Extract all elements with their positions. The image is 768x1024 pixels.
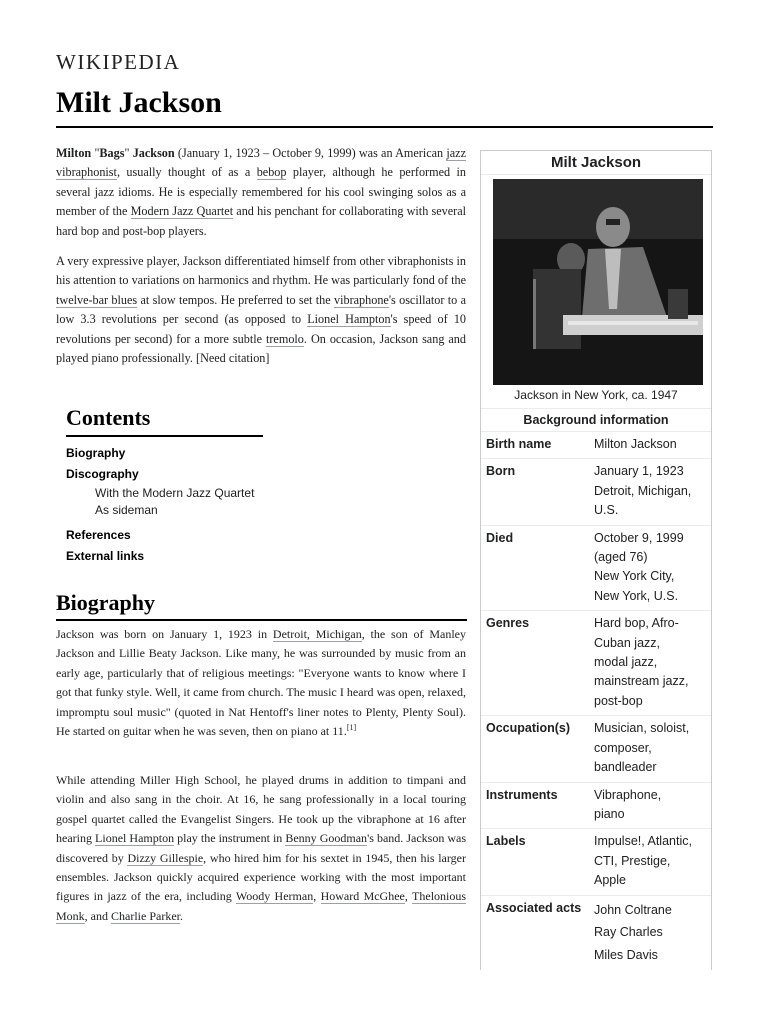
table-of-contents: [66, 405, 266, 567]
text: , the son of Manley Jackson and Lillie Beaty Jackson. Like many, he was surrounded by music from an early age, particularly that of religious meetings: "Everyone wants to know where I got that funky style. Well, it came from church. The music I heard was open, relaxed, impromptu soul music" (quoted in Nat Hentoff's liner notes to Plenty, Plenty Soul). He started on guitar when he was seven, then on piano at 11.: [56, 627, 466, 739]
infobox-value: [594, 719, 711, 777]
infobox-label: Instruments: [486, 787, 558, 802]
infobox-title: Milt Jackson: [481, 151, 711, 175]
toc-item-as-sideman[interactable]: As sideman: [95, 503, 158, 517]
value-line: bandleader: [594, 760, 657, 775]
text: and his penchant for collaborating with several hard bop and post-bop players.: [56, 204, 466, 238]
text: ,: [404, 889, 413, 904]
toc-item-discography[interactable]: Discography: [66, 467, 139, 481]
text: ": [91, 146, 100, 160]
value-line: New York, U.S.: [594, 588, 679, 603]
text: , usually thought of as a: [116, 165, 257, 180]
text: play the instrument in: [174, 831, 286, 846]
text: 's band. Jackson was discovered by: [56, 831, 467, 865]
text: at slow tempos. He preferred to set the: [137, 292, 334, 307]
infobox-label: Labels: [486, 834, 526, 849]
infobox-section-header: Background information: [481, 408, 711, 432]
link-vibraphone[interactable]: vibraphone: [334, 292, 389, 307]
infobox-label: Genres: [486, 616, 530, 631]
link-vibraphonist[interactable]: vibraphonist: [56, 165, 117, 180]
link-benny-goodman[interactable]: Benny Goodman: [285, 831, 368, 846]
value-line: Musician, soloist,: [594, 721, 690, 736]
infobox-row-instruments: [481, 783, 711, 830]
photo-caption: Jackson in New York, ca. 1947: [514, 388, 678, 402]
text: , and: [84, 908, 111, 923]
subject-last-name: Jackson: [132, 146, 175, 160]
text: player, although he performed in several jazz idioms. He is especially remembered for his cool swinging solos as a member of the: [56, 165, 466, 219]
infobox-value: [594, 529, 711, 607]
text: .: [179, 908, 183, 923]
value-line[interactable]: Cuban jazz,: [594, 635, 661, 650]
infobox-value: [594, 832, 711, 890]
value-line: composer,: [594, 740, 652, 755]
section-heading-biography: Biography: [56, 590, 156, 615]
value-line[interactable]: post-bop: [594, 693, 643, 708]
text: ,: [313, 889, 321, 904]
biography-paragraph-2: [56, 771, 466, 926]
infobox-row-birth-name: [481, 432, 711, 459]
section-divider: [56, 619, 467, 621]
infobox-row-associated-acts: [481, 896, 711, 971]
title-divider: [56, 126, 713, 128]
value-line[interactable]: New York City,: [594, 569, 675, 584]
link-modern-jazz-quartet[interactable]: Modern Jazz Quartet: [130, 204, 234, 219]
value-line[interactable]: John Coltrane: [594, 902, 672, 917]
infobox-row-born: [481, 459, 711, 525]
infobox-value: [594, 899, 711, 967]
value-line[interactable]: CTI, Prestige,: [594, 853, 671, 868]
link-thelonious-monk[interactable]: Thelonious Monk: [56, 889, 467, 923]
value-line[interactable]: Hard bop, Afro-: [594, 616, 679, 631]
page-title: Milt Jackson: [56, 86, 222, 119]
infobox-label: Associated acts: [486, 900, 582, 915]
infobox-label: Died: [486, 530, 514, 545]
value-line: October 9, 1999: [594, 530, 684, 545]
link-bebop[interactable]: bebop: [256, 165, 287, 180]
value-line[interactable]: Ray Charles: [594, 925, 663, 940]
link-lionel-hampton[interactable]: Lionel Hampton: [95, 831, 175, 846]
value-line[interactable]: piano: [594, 806, 625, 821]
toc-item-biography[interactable]: Biography: [66, 446, 126, 460]
value-line: U.S.: [594, 503, 619, 518]
infobox-label: Birth name: [486, 437, 552, 451]
infobox-label: Born: [486, 464, 516, 479]
link-howard-mcghee[interactable]: Howard McGhee: [320, 889, 405, 904]
link-lionel-hampton[interactable]: Lionel Hampton: [307, 312, 391, 327]
text: Jackson was born on January 1, 1923 in: [56, 627, 273, 641]
value-line[interactable]: Vibraphone,: [594, 787, 662, 802]
link-twelve-bar-blues[interactable]: twelve-bar blues: [56, 292, 138, 307]
link-detroit-michigan[interactable]: Detroit, Michigan: [272, 627, 362, 641]
text: While attending Miller High School, he played drums in addition to timpani and violin and also sang in the choir. At 16, he sang professionally in a local touring gospel quartet called the Evangelist Singers. He took up the vibraphone at 16 after hearing: [56, 773, 466, 846]
citation-ref[interactable]: [1]: [346, 723, 357, 733]
value-line: Milton Jackson: [594, 437, 677, 451]
text: ": [124, 146, 133, 160]
infobox-label: Occupation(s): [486, 721, 571, 736]
wikipedia-wordmark[interactable]: WIKIPEDIA: [56, 50, 181, 74]
infobox-value: [594, 614, 711, 711]
lead-paragraph-1: [56, 144, 466, 241]
subject-first-name: Milton: [56, 146, 92, 160]
toc-item-external-links[interactable]: External links: [66, 549, 145, 563]
infobox-row-died: [481, 526, 711, 612]
infobox-row-labels: [481, 829, 711, 895]
link-jazz[interactable]: jazz: [446, 146, 466, 160]
infobox-photo[interactable]: [493, 179, 703, 385]
value-line[interactable]: Impulse!, Atlantic,: [594, 834, 692, 849]
toc-item-references[interactable]: References: [66, 528, 131, 542]
text: A very expressive player, Jackson differentiated himself from other vibraphonists in his attention to variations on harmonics and rhythm. He was particularly fond of the: [56, 254, 466, 288]
link-tremolo[interactable]: tremolo: [265, 331, 304, 346]
value-line: (aged 76): [594, 550, 648, 565]
value-line[interactable]: Detroit, Michigan,: [594, 483, 692, 498]
text: 's oscillator to a low 3.3 revolutions per second (as opposed to: [56, 292, 466, 327]
value-line[interactable]: Miles Davis: [594, 947, 658, 962]
toc-item-with-the-mjq[interactable]: With the Modern Jazz Quartet: [95, 486, 255, 500]
infobox-row-genres: [481, 611, 711, 716]
text: 's speed of 10 revolutions per second) for a more subtle: [56, 312, 467, 346]
photo-illustration: [493, 179, 703, 385]
subject-nickname: Bags: [99, 146, 125, 160]
infobox-value: [594, 786, 711, 825]
link-dizzy-gillespie[interactable]: Dizzy Gillespie: [127, 850, 204, 865]
infobox-value: [594, 462, 711, 520]
value-line[interactable]: Apple: [594, 873, 626, 888]
infobox: [480, 150, 712, 970]
biography-paragraph-1: [56, 625, 466, 741]
text: , who hired him for his sextet in 1945, then his larger ensembles. Jackson quickly acquired experience working with the most important figures in jazz of the era, including: [56, 850, 466, 904]
value-line[interactable]: mainstream jazz,: [594, 674, 689, 689]
toc-divider: [66, 435, 263, 437]
link-charlie-parker[interactable]: Charlie Parker: [111, 908, 180, 923]
infobox-value: [594, 435, 711, 454]
text: (January 1, 1923 – October 9, 1999) was an American: [174, 146, 447, 160]
lead-paragraph-2: [56, 252, 466, 368]
value-line: January 1, 1923: [594, 464, 684, 479]
value-line[interactable]: modal jazz,: [594, 655, 658, 670]
infobox-row-occupations: [481, 716, 711, 782]
link-woody-herman[interactable]: Woody Herman: [235, 889, 314, 904]
infobox-rows: [481, 432, 711, 970]
toc-title: Contents: [66, 405, 151, 430]
text: . On occasion, Jackson sang and played piano professionally. [Need citation]: [56, 331, 466, 366]
